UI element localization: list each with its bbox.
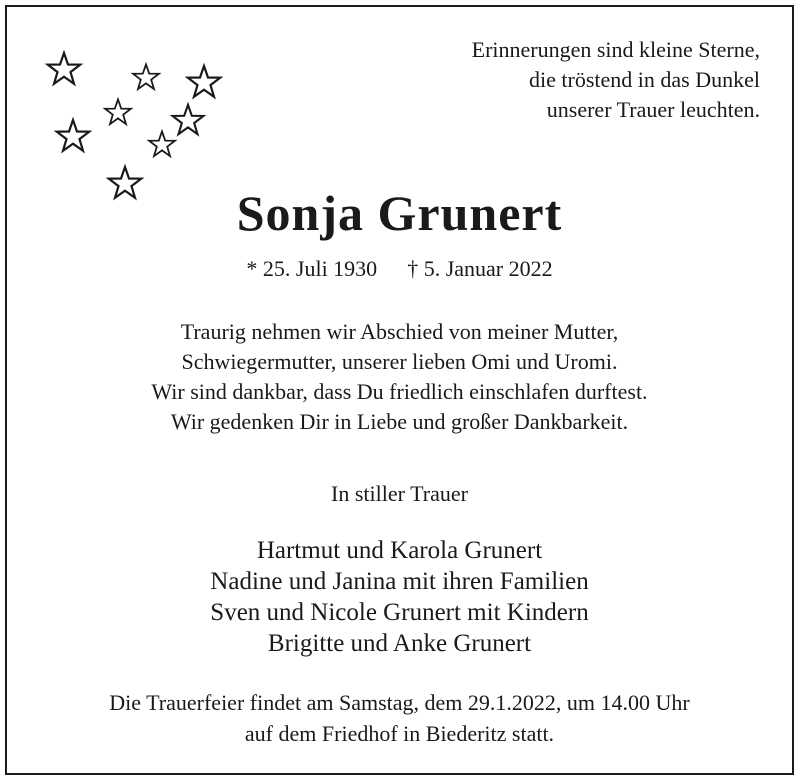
mourner-entry: Hartmut und Karola Grunert [256, 537, 543, 564]
star-icon [48, 53, 80, 84]
memorial-quote [340, 35, 760, 125]
birth-date: * 25. Juli 1930 [246, 256, 378, 281]
life-dates [7, 255, 792, 283]
funeral-info [7, 687, 792, 749]
farewell-message [7, 317, 792, 437]
mourners-list [7, 535, 792, 659]
death-date: † 5. Januar 2022 [407, 256, 553, 281]
message-line: Wir sind dankbar, dass Du friedlich einschlafen durftest. [151, 379, 648, 404]
quote-line: Erinnerungen sind kleine Sterne, [471, 37, 760, 62]
star-icon [188, 66, 220, 97]
quote-line: die tröstend in das Dunkel [529, 67, 760, 92]
funeral-line: Die Trauerfeier findet am Samstag, dem 29.1.2022, um 14.00 Uhr [109, 690, 690, 715]
mourner-entry: Sven und Nicole Grunert mit Kindern [210, 599, 589, 626]
mourner-entry: Nadine und Janina mit ihren Familien [210, 568, 589, 595]
star-icon [133, 64, 159, 89]
mourning-label: In stiller Trauer [331, 481, 468, 506]
quote-line: unserer Trauer leuchten. [546, 97, 760, 122]
mourner-entry: Brigitte und Anke Grunert [267, 630, 532, 657]
message-line: Traurig nehmen wir Abschied von meiner Mutter, [180, 319, 619, 344]
obituary-notice [5, 5, 794, 775]
star-icon [173, 105, 204, 134]
star-icon [149, 131, 175, 156]
star-icon [105, 99, 131, 124]
message-line: Wir gedenken Dir in Liebe und großer Dankbarkeit. [170, 409, 629, 434]
star-icon [57, 120, 89, 151]
deceased-name: Sonja Grunert [236, 185, 563, 241]
funeral-line: auf dem Friedhof in Biederitz statt. [244, 721, 555, 746]
message-line: Schwiegermutter, unserer lieben Omi und Uromi. [181, 349, 618, 374]
